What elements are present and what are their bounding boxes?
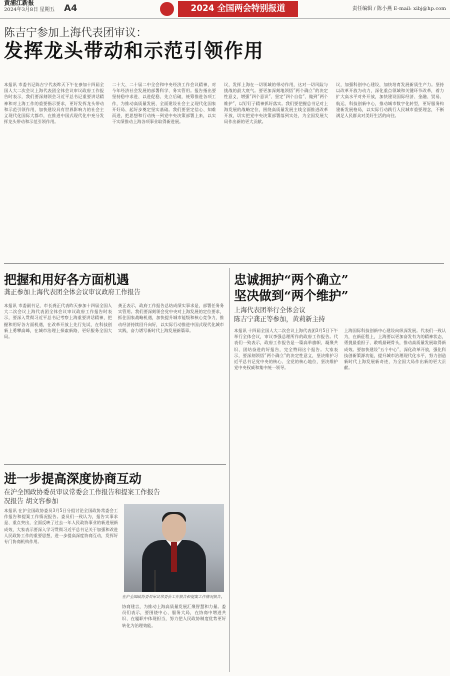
article3-subtitle-line2: 陈吉宁龚正等参加，黄莉新主持: [234, 315, 325, 323]
article4-subtitle-line1: 在沪全国政协委员审议常委会工作报告和提案工作报告: [4, 488, 160, 496]
article1-col4: 议，加强科创中心建设，加快培育发展新质生产力。坚持以改革开放为动力，深化重点领域和关键环节改革，着力扩大高水平对外开放，加快建设国际经济、金融、贸易、航运、科技创新中心，推动城市数字化转型，更好服务构建新发展格局，以实际行动践行人民城市重要理念，不断满足人民群众对美好生活的向往。: [336, 82, 444, 119]
article3-headline-line1: 忠诚拥护“两个确立”: [234, 272, 349, 287]
article1-col1: 本报讯 市委书记陈吉宁代表昨天下午在参加十四届全国人大二次会议上海代表团全体会议审议政府工作报告时表示，我们要深刻领会习近平总书记重要讲话精神和对上海工作的重要指示要求，更好发挥龙头带动和示范引领作用，加快建设具有世界影响力的社会主义现代化国际大都市，在推进中国式现代化中充分发挥龙头带动和示范引领作用。: [4, 82, 104, 125]
editor-info: 责任编辑 / 陈小燕 E-mail: xibj@hp.com: [352, 6, 446, 12]
article4-col1: 本报讯 在沪全国政协委员3月5日分组讨论全国政协常委会工作报告和提案工作情况报告。委员们一致认为，报告实事求是、重点突出，全面反映了过去一年人民政协事业的新进展新成效，大家表示要深入学习贯彻习近平总书记关于加强和改进人民政协工作的重要思想，进一步提高深度协商互动，发挥好专门协商机构作用。: [4, 508, 118, 545]
column-divider: [229, 268, 230, 672]
article3-headline-line2: 坚决做到“两个维护”: [234, 288, 349, 303]
speaker-photo: [124, 504, 224, 592]
article4-col2: 协商建言，为推动上海高质量发展汇聚智慧和力量。委员们表示，要围绕中心、服务大局，在协商中增进共识、在履职中体现担当，努力把人民政协制度优势更好转化为治理效能。: [122, 604, 226, 628]
masthead: [0, 0, 450, 19]
article3-col1: 本报讯 十四届全国人大二次会议上海代表团3月5日下午举行全体会议，审议李强总理所作的政府工作报告。代表们一致表示，政府工作报告是一篇高举旗帜、凝聚共识、团结奋进的好报告，完全赞同这个报告。大家表示，要深刻领悟“两个确立”的决定性意义，坚决维护习近平总书记党中央的核心、全党的核心地位，坚决维护党中央权威和集中统一领导。: [234, 328, 338, 371]
masthead-left: [4, 1, 55, 13]
paper-name: 黄浦江新报: [4, 0, 35, 7]
national-emblem-icon: [160, 2, 174, 16]
divider: [4, 464, 226, 465]
date-line: 2024年3月8日 星期五: [4, 7, 55, 13]
microphone-icon: [154, 570, 156, 592]
article4-headline: 进一步提高深度协商互动: [4, 471, 142, 486]
article4-subtitle-line2: 况报告 胡文容参加: [4, 497, 59, 505]
article1-subtitle: 陈吉宁参加上海代表团审议：: [4, 26, 147, 39]
photo-caption: 在沪全国政协委员审议常委会工作报告和提案工作情况报告。: [122, 594, 225, 599]
article2-col2: 龚正表示，政府工作报告总结成绩实事求是，部署任务务实管用。我们要深刻领会党中央对上海发展的定位要求，抓住国家战略机遇，加快提升城市能级和核心竞争力，推动经济持续回升向好，以实际行动推进中国式现代化城市实践，奋力谱写新时代上海发展新篇章。: [118, 303, 224, 333]
article2-headline: 把握和用好各方面机遇: [4, 272, 130, 287]
article3-subtitle-line1: 上海代表团举行全体会议: [234, 306, 306, 314]
article1-headline: 发挥龙头带动和示范引领作用: [4, 40, 265, 62]
article1-col2: 二十大、二十届二中全会和中央经济工作会议精神，对今年经济社会发展的部署科学、务实管用。报告指出要坚持稳中求进、以进促稳、先立后破，统筹推进各项工作，为推动高质量发展、全面建设社会主义现代化国家开好局、起好步奠定坚实基础。我们要坚定信心、知难而进，把思想和行动统一到党中央决策部署上来，以实干实绩推动上海各项事业取得新进展。: [112, 82, 216, 125]
article3-col2: 上海国际科技创新中心建设向纵深发展。代表们一致认为，在新征程上，上海要以更加奋发有为的精神状态，勇挑最重担子、敢啃最硬骨头，推动高质量发展取得新成效。要加快建设“五个中心”，深化改革开放，强化科技创新策源功能，提升城市治理现代化水平，努力创造新时代上海发展新奇迹，为全国大局作出新的更大贡献。: [344, 328, 446, 371]
article2-subtitle: 龚正参加上海代表团全体会议审议政府工作报告: [4, 288, 141, 296]
article1-col3: 议，发挥上海在一切领域的带动作用，这对一切风险与挑战的最大底气。要更加深刻地领悟“两个确立”的决定性意义，增强“四个意识”、坚定“四个自信”、做到“两个维护”，以钉钉子精神抓好落实。我们要把握总书记对上海发展的战略定位，围绕高质量发展主线全面推进改革开放，切实把党中央决策部署落到实处，为全国发展大局作出新的更大贡献。: [224, 82, 328, 125]
page-number: A4: [64, 4, 78, 14]
divider: [4, 263, 444, 264]
article2-col1: 本报讯 市委副书记、市长龚正代表昨天参加十四届全国人大二次会议上海代表团全体会议审议政府工作报告时表示，要深入贯彻习近平总书记考察上海重要讲话精神，把握和用好各方面机遇，在改革开放上先行先试，在科技创新上勇攀高峰，在城市治理上探索新路，更好服务全国大局。: [4, 303, 112, 340]
special-report-banner: 2024 全国两会特别报道: [178, 1, 298, 17]
